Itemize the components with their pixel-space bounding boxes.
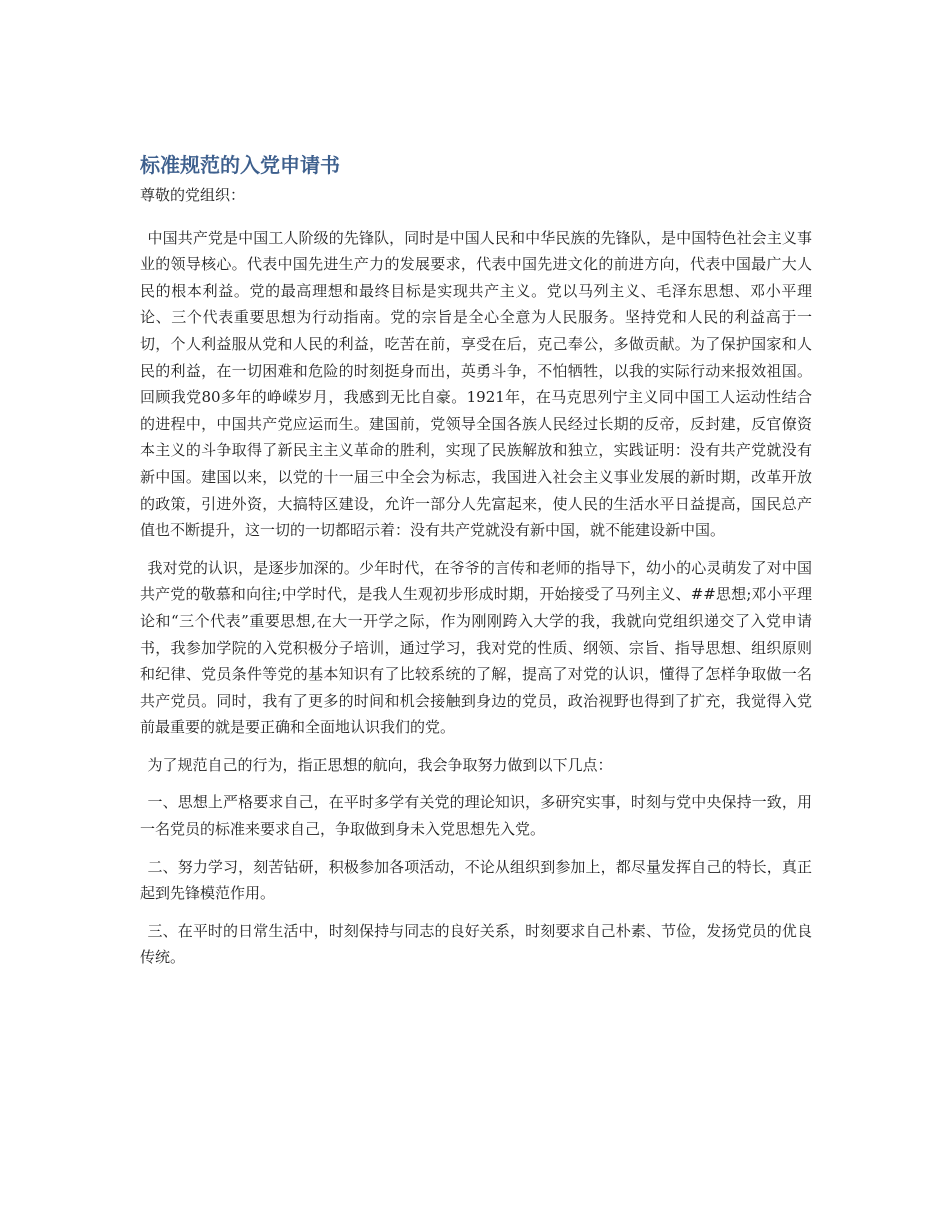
salutation: 尊敬的党组织： xyxy=(140,186,246,204)
paragraph-point-three: 三、在平时的日常生活中，时刻保持与同志的良好关系，时刻要求自己朴素、节俭，发扬党员的优良传统。 xyxy=(140,921,812,967)
paragraph-personal-understanding: 我对党的认识，是逐步加深的。少年时代，在爷爷的言传和老师的指导下，幼小的心灵萌发了对中国共产党的敬慕和向往;中学时代，是我人生观初步形成时期，开始接受了马列主义、##思想;邓小平理论和“三个代表”重要思想,在大一开学之际，作为刚刚跨入大学的我，我就向党组织递交了入党申请书，我参加学院的入党积极分子培训，通过学习，我对党的性质、纲领、宗旨、指导思想、组织原则和纪律、党员条件等党的基本知识有了比较系统的了解，提高了对党的认识，懂得了怎样争取做一名共产党员。同时，我有了更多的时间和机会接触到身边的党员，政治视野也得到了扩充，我觉得入党前最重要的就是要正确和全面地认识我们的党。 xyxy=(140,558,812,737)
paragraph-point-two: 二、努力学习，刻苦钻研，积极参加各项活动，不论从组织到参加上，都尽量发挥自己的特长，真正起到先锋模范作用。 xyxy=(140,857,812,903)
document-page xyxy=(140,150,812,971)
paragraph-point-one: 一、思想上严格要求自己，在平时多学有关党的理论知识，多研究实事，时刻与党中央保持一致，用一名党员的标准来要求自己，争取做到身未入党思想先入党。 xyxy=(140,793,812,839)
document-title: 标准规范的入党申请书 xyxy=(140,153,340,177)
paragraph-commitment-intro: 为了规范自己的行为，指正思想的航向，我会争取努力做到以下几点： xyxy=(147,755,613,774)
paragraph-party-nature: 中国共产党是中国工人阶级的先锋队，同时是中国人民和中华民族的先锋队，是中国特色社会主义事业的领导核心。代表中国先进生产力的发展要求，代表中国先进文化的前进方向，代表中国最广大人民的根本利益。党的最高理想和最终目标是实现共产主义。党以马列主义、毛泽东思想、邓小平理论、三个代表重要思想为行动指南。党的宗旨是全心全意为人民服务。坚持党和人民的利益高于一切，个人利益服从党和人民的利益，吃苦在前，享受在后，克己奉公，多做贡献。为了保护国家和人民的利益，在一切困难和危险的时刻挺身而出，英勇斗争，不怕牺牲，以我的实际行动来报效祖国。回顾我党80多年的峥嵘岁月，我感到无比自豪。1921年，在马克思列宁主义同中国工人运动性结合的进程中，中国共产党应运而生。建国前，党领导全国各族人民经过长期的反帝，反封建，反官僚资本主义的斗争取得了新民主主义革命的胜利，实现了民族解放和独立，实践证明：没有共产党就没有新中国。建国以来，以党的十一届三中全会为标志，我国进入社会主义事业发展的新时期，改革开放的政策，引进外资，大搞特区建设，允许一部分人先富起来，使人民的生活水平日益提高，国民总产值也不断提升，这一切的一切都昭示着：没有共产党就没有新中国，就不能建设新中国。 xyxy=(140,228,812,540)
